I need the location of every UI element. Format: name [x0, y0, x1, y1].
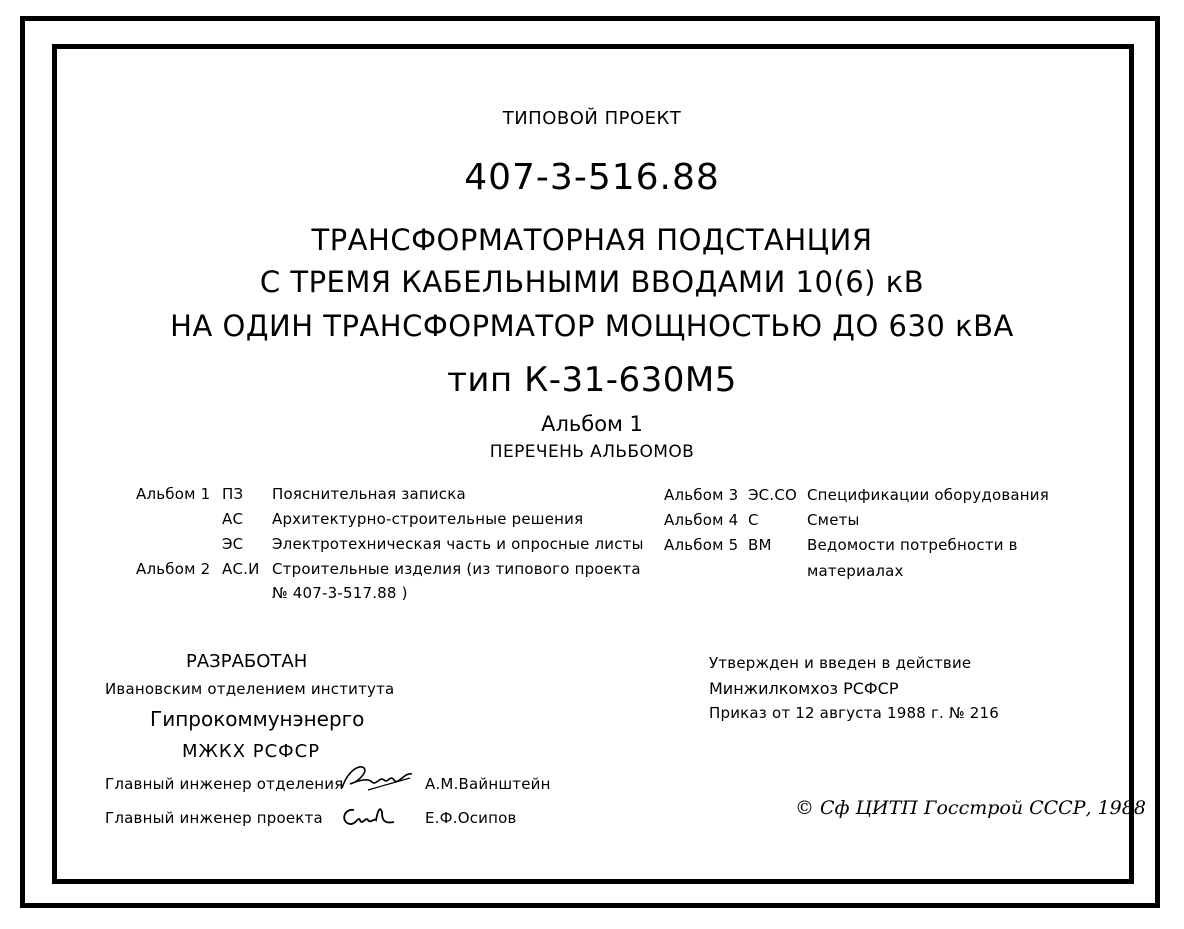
album-description-cont: материалах	[807, 562, 904, 580]
title-line-1: ТРАНСФОРМАТОРНАЯ ПОДСТАНЦИЯ	[311, 223, 873, 257]
project-number: 407-3-516.88	[464, 157, 720, 198]
chief-engineer-dept-name: А.М.Вайнштейн	[425, 775, 551, 793]
album-description: Ведомости потребности в	[807, 536, 1018, 554]
approval-line-3: Приказ от 12 августа 1988 г. № 216	[709, 704, 999, 722]
approval-line-1: Утвержден и введен в действие	[709, 654, 972, 672]
chief-engineer-proj-label: Главный инженер проекта	[105, 809, 323, 827]
album-label: Альбом 3	[664, 486, 739, 504]
chief-engineer-proj-name: Е.Ф.Осипов	[425, 809, 517, 827]
chief-engineer-dept-label: Главный инженер отделения	[105, 775, 344, 793]
album-label: Альбом 2	[136, 560, 211, 578]
title-line-3: НА ОДИН ТРАНСФОРМАТОР МОЩНОСТЬЮ ДО 630 кВА	[170, 309, 1014, 343]
developer-organization: Гипрокоммунэнерго	[150, 707, 365, 731]
developer-label: РАЗРАБОТАН	[186, 651, 308, 672]
title-line-2: С ТРЕМЯ КАБЕЛЬНЫМИ ВВОДАМИ 10(6) кВ	[259, 265, 925, 299]
album-description: Строительные изделия (из типового проекта	[272, 560, 641, 578]
album-label: Альбом 5	[664, 536, 739, 554]
album-code: С	[748, 511, 759, 529]
developer-ministry: МЖКХ РСФСР	[182, 741, 321, 762]
album-description: Спецификации оборудования	[807, 486, 1049, 504]
copyright-note: © Сф ЦИТП Госстрой СССР, 1988	[795, 797, 1146, 819]
album-description: Сметы	[807, 511, 860, 529]
album-code: АС	[222, 510, 244, 528]
album-number: Альбом 1	[541, 412, 643, 436]
signature-osipov	[338, 800, 398, 834]
album-description: Архитектурно-строительные решения	[272, 510, 584, 528]
developer-institute-line: Ивановским отделением института	[105, 680, 395, 698]
album-label: Альбом 4	[664, 511, 739, 529]
album-code: АС.И	[222, 560, 260, 578]
album-description-cont: № 407-3-517.88 )	[272, 584, 408, 602]
project-label: ТИПОВОЙ ПРОЕКТ	[502, 108, 682, 129]
album-description: Электротехническая часть и опросные листы	[272, 535, 644, 553]
album-description: Пояснительная записка	[272, 485, 466, 503]
substation-type: тип К-31-630М5	[447, 360, 737, 400]
album-code: ПЗ	[222, 485, 244, 503]
approval-line-2: Минжилкомхоз РСФСР	[709, 679, 899, 698]
album-code: ВМ	[748, 536, 772, 554]
album-label: Альбом 1	[136, 485, 211, 503]
signature-vainshtein	[338, 760, 416, 796]
album-code: ЭС	[222, 535, 244, 553]
album-list-title: ПЕРЕЧЕНЬ АЛЬБОМОВ	[489, 442, 695, 462]
album-code: ЭС.СО	[748, 486, 797, 504]
